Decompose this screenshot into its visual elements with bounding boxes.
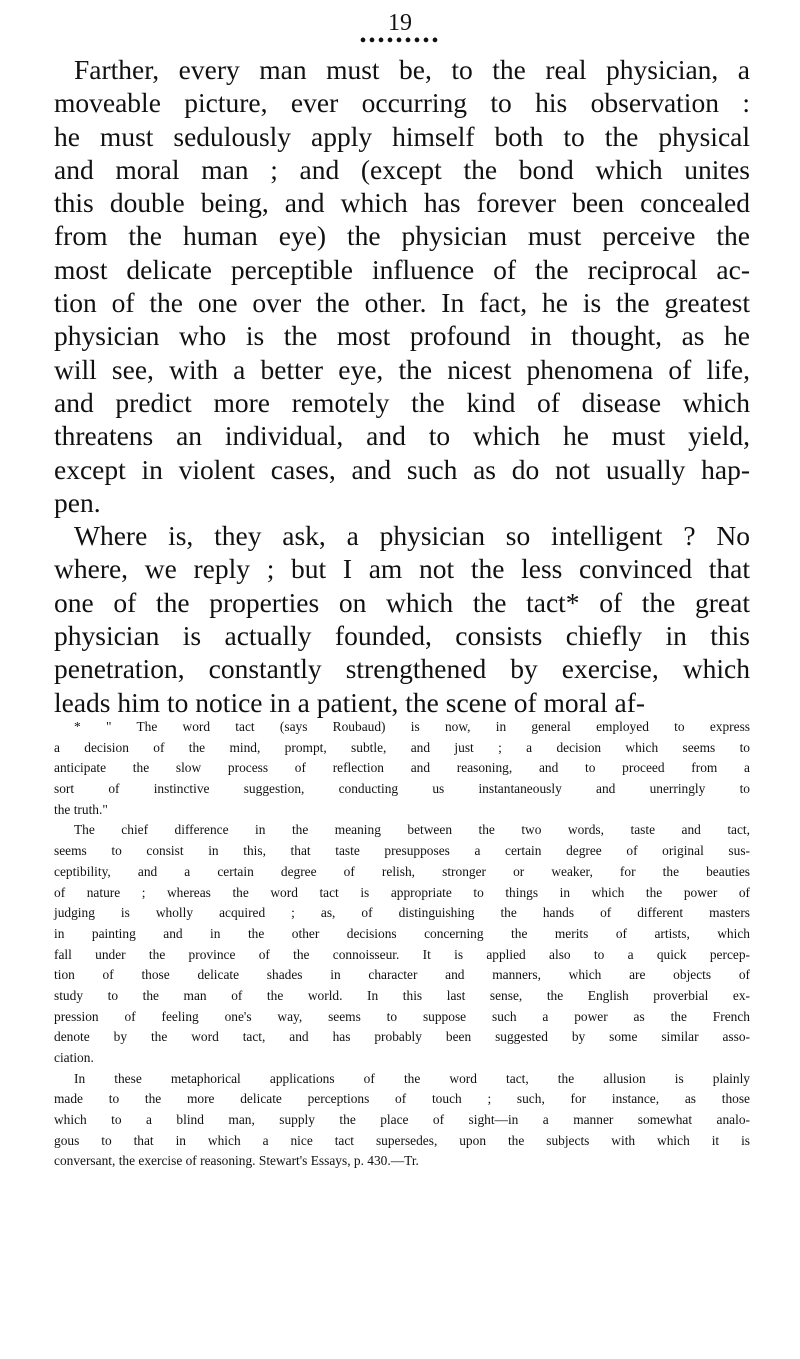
footnote-line: In these metaphorical applications of the word tact, the allusion is plainly <box>74 1070 750 1086</box>
body-text-line: and moral man ; and (except the bond which unites <box>54 153 750 185</box>
body-text-line: will see, with a better eye, the nicest phenomena of life, <box>54 353 750 385</box>
page-number: 19 <box>388 10 412 36</box>
footnote-line: ceptibility, and a certain degree of relish, stronger or weaker, for the beauties <box>54 863 750 879</box>
body-text-line: physician who is the most profound in thought, as he <box>54 320 750 352</box>
body-text-line: one of the properties on which the tact* of the great <box>54 586 750 618</box>
ornament-dots: ••••••••• <box>359 30 441 52</box>
body-text-line: pen. <box>54 486 101 518</box>
body-text-line: physician is actually founded, consists chiefly in this <box>54 620 750 652</box>
footnote-line: pression of feeling one's way, seems to suppose such a power as the French <box>54 1008 750 1024</box>
footnote-line: of nature ; whereas the word tact is appropriate to things in which the power of <box>54 884 750 900</box>
footnote-line: seems to consist in this, that taste presupposes a certain degree of original sus- <box>54 843 750 859</box>
footnote-line: tion of those delicate shades in character and manners, which are objects of <box>54 967 750 983</box>
body-text-line: Where is, they ask, a physician so intelligent ? No <box>74 520 750 552</box>
footnote-line: in painting and in the other decisions concerning the merits of artists, which <box>54 925 750 941</box>
footnote-line: gous to that in which a nice tact supersedes, upon the subjects with which it is <box>54 1132 750 1148</box>
body-text-line: this double being, and which has forever been concealed <box>54 187 750 219</box>
footnote <box>54 717 750 1172</box>
body-text-line: most delicate perceptible influence of the reciprocal ac- <box>54 253 750 285</box>
footnote-line: The chief difference in the meaning between the two words, taste and tact, <box>74 822 750 838</box>
footnote-line: made to the more delicate perceptions of touch ; such, for instance, as those <box>54 1091 750 1107</box>
footnote-line: sort of instinctive suggestion, conducting us instantaneously and unerringly to <box>54 781 750 797</box>
footnote-line: fall under the province of the connoisseur. It is applied also to a quick percep- <box>54 946 750 962</box>
main-text <box>54 53 750 719</box>
footnote-line: study to the man of the world. In this last sense, the English proverbial ex- <box>54 987 750 1003</box>
footnote-line: denote by the word tact, and has probably been suggested by some similar asso- <box>54 1029 750 1045</box>
body-text-line: Farther, every man must be, to the real physician, a <box>74 54 750 85</box>
body-text-line: leads him to notice in a patient, the scene of moral af- <box>54 686 646 718</box>
body-text-line: tion of the one over the other. In fact, he is the greatest <box>54 287 750 319</box>
body-text-line: where, we reply ; but I am not the less convinced that <box>54 553 750 585</box>
body-text-line: from the human eye) the physician must perceive the <box>54 220 750 252</box>
body-text-line: he must sedulously apply himself both to the physical <box>54 120 750 152</box>
footnote-line: ciation. <box>54 1050 94 1065</box>
footnote-line: conversant, the exercise of reasoning. Stewart's Essays, p. 430.—Tr. <box>54 1153 419 1169</box>
footnote-line: a decision of the mind, prompt, subtle, and just ; a decision which seems to <box>54 739 750 755</box>
footnote-line: anticipate the slow process of reflection and reasoning, and to proceed from a <box>54 760 750 776</box>
footnote-line: * " The word tact (says Roubaud) is now, in general employed to express <box>74 719 750 734</box>
body-text-line: threatens an individual, and to which he must yield, <box>54 420 750 452</box>
footnote-line: the truth." <box>54 801 108 817</box>
body-text-line: penetration, constantly strengthened by exercise, which <box>54 653 750 685</box>
body-text-line: except in violent cases, and such as do not usually hap- <box>54 453 750 485</box>
body-text-line: and predict more remotely the kind of disease which <box>54 386 750 418</box>
body-text-line: moveable picture, ever occurring to his observation : <box>54 87 750 119</box>
footnote-line: which to a blind man, supply the place of sight—in a manner somewhat analo- <box>54 1112 750 1128</box>
footnote-line: judging is wholly acquired ; as, of distinguishing the hands of different masters <box>54 905 750 921</box>
